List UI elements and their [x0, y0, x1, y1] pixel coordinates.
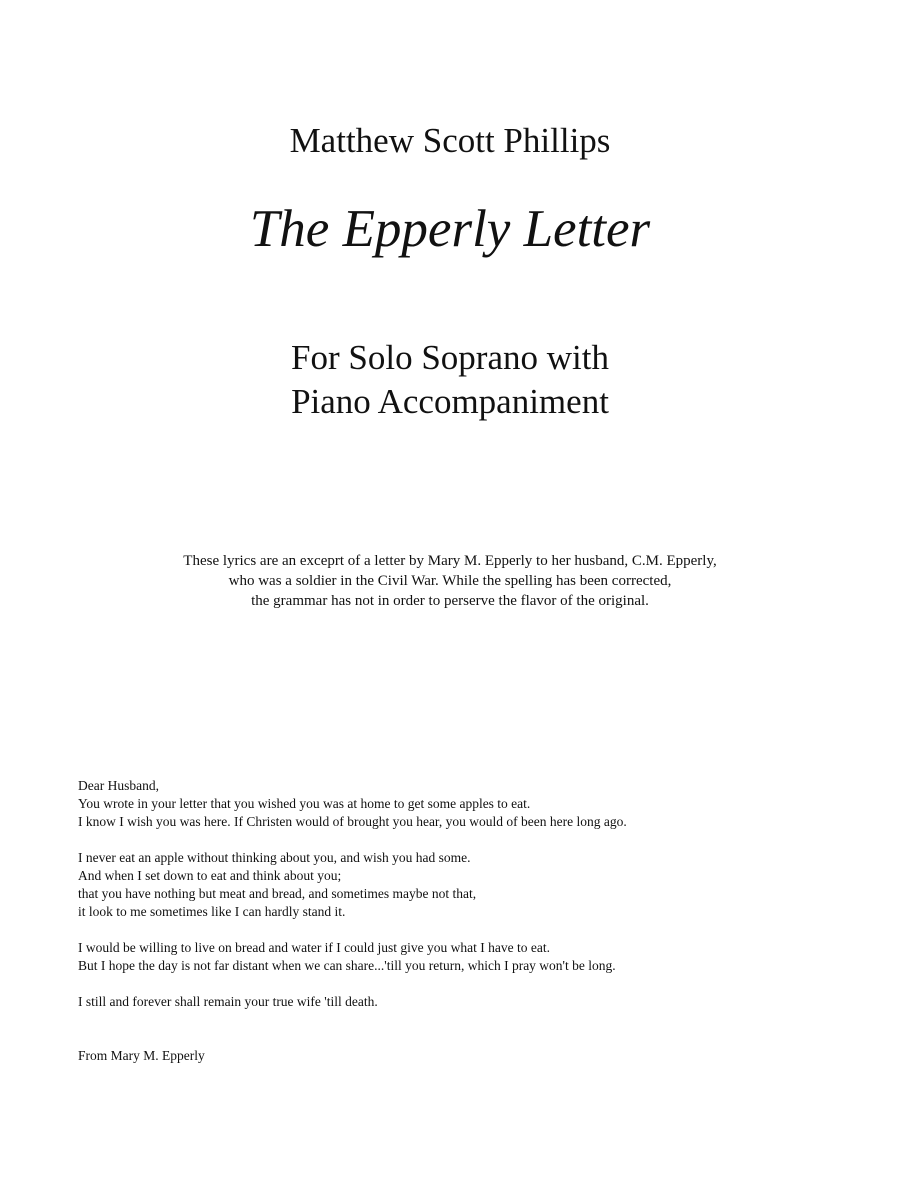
letter-paragraph: [78, 849, 858, 921]
composer-name: Matthew Scott Phillips: [289, 121, 611, 160]
letter-paragraph: [78, 777, 858, 831]
letter-line: But I hope the day is not far distant when we can share...'till you return, which I pray won't be long.: [78, 958, 616, 973]
letter-paragraph: [78, 939, 858, 975]
letter-line: And when I set down to eat and think about you;: [78, 868, 342, 883]
letter-line: I still and forever shall remain your true wife 'till death.: [78, 994, 378, 1009]
instrumentation-subtitle: [0, 336, 900, 424]
lyrics-note: [0, 551, 900, 611]
letter-paragraph: [78, 993, 858, 1011]
letter-line: Dear Husband,: [78, 778, 159, 793]
letter-line: that you have nothing but meat and bread, and sometimes maybe not that,: [78, 886, 477, 901]
letter-signature: From Mary M. Epperly: [78, 1048, 205, 1063]
subtitle-line: For Solo Soprano with: [291, 338, 609, 377]
subtitle-line: Piano Accompaniment: [291, 382, 609, 421]
note-line: the grammar has not in order to perserve the flavor of the original.: [251, 593, 649, 609]
letter-line: I would be willing to live on bread and water if I could just give you what I have to eat.: [78, 940, 550, 955]
note-line: These lyrics are an exceprt of a letter by Mary M. Epperly to her husband, C.M. Epperly,: [183, 553, 717, 569]
letter-line: I never eat an apple without thinking about you, and wish you had some.: [78, 850, 471, 865]
letter-text: [78, 777, 858, 1065]
letter-line: You wrote in your letter that you wished you was at home to get some apples to eat.: [78, 796, 531, 811]
letter-line: it look to me sometimes like I can hardly stand it.: [78, 904, 346, 919]
piece-title: The Epperly Letter: [249, 200, 651, 258]
note-line: who was a soldier in the Civil War. While the spelling has been corrected,: [228, 573, 672, 589]
letter-line: I know I wish you was here. If Christen would of brought you hear, you would of been here long ago.: [78, 814, 627, 829]
